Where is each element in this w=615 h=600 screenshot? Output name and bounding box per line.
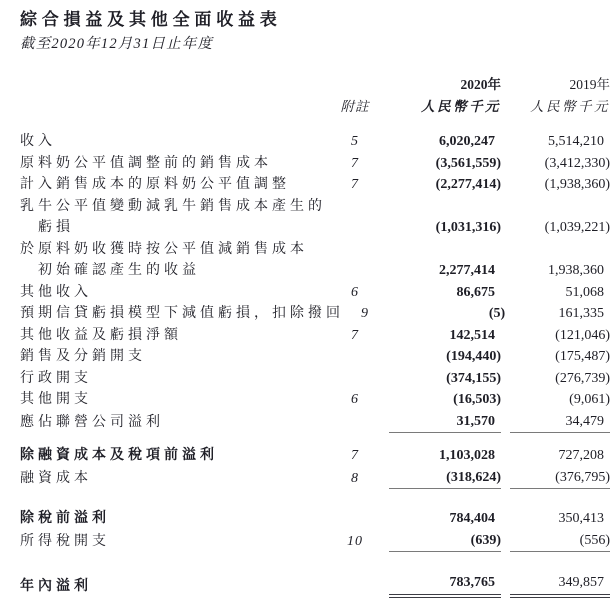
page-title: 綜合損益及其他全面收益表 bbox=[20, 10, 282, 29]
row-label-line: 融資成本 bbox=[20, 470, 92, 486]
row-label bbox=[20, 174, 333, 196]
row-label-line: 初始確認產生的收益 bbox=[38, 263, 200, 278]
table-row bbox=[0, 239, 615, 282]
row-value-2019: 5,514,210 bbox=[548, 134, 604, 149]
row-label bbox=[20, 303, 344, 325]
row-value-2020: 142,514 bbox=[449, 327, 495, 343]
row-value-2020: (2,277,414) bbox=[435, 177, 501, 192]
table-row bbox=[0, 530, 615, 553]
row-value-2020: (374,155) bbox=[446, 370, 501, 386]
row-note: 8 bbox=[351, 470, 359, 486]
unit-header-2020: 人民幣千元 bbox=[421, 99, 501, 114]
row-value-2019: (1,938,360) bbox=[544, 177, 610, 192]
row-label-line: 行政開支 bbox=[20, 370, 92, 386]
table-row bbox=[0, 174, 615, 196]
row-value-2020: (3,561,559) bbox=[435, 155, 501, 171]
row-label bbox=[20, 153, 333, 175]
table-row bbox=[0, 131, 615, 153]
row-note: 7 bbox=[351, 155, 359, 171]
table-rows bbox=[0, 131, 615, 598]
row-label-line: 收入 bbox=[20, 134, 56, 149]
row-note: 7 bbox=[351, 177, 359, 192]
row-label-line: 除稅前溢利 bbox=[20, 511, 110, 526]
row-label-line: 原料奶公平值調整前的銷售成本 bbox=[20, 155, 272, 171]
row-value-2020: (5) bbox=[488, 306, 506, 321]
row-value-2019: (9,061) bbox=[569, 392, 610, 407]
table-row bbox=[0, 467, 615, 490]
row-value-2019: (276,739) bbox=[555, 370, 610, 386]
note-column-header: 附註 bbox=[340, 99, 370, 114]
section-spacer bbox=[0, 433, 615, 445]
row-label-line: 除融資成本及稅項前溢利 bbox=[20, 448, 218, 463]
row-value-2020: 2,277,414 bbox=[439, 263, 495, 278]
row-note: 9 bbox=[361, 306, 370, 321]
table-header-years bbox=[0, 77, 615, 93]
row-value-2019: 349,857 bbox=[510, 572, 610, 598]
row-label bbox=[20, 346, 333, 368]
row-value-2020: 1,103,028 bbox=[439, 448, 495, 463]
row-label bbox=[20, 368, 333, 390]
row-value-2019: (121,046) bbox=[555, 327, 610, 343]
row-label-line: 計入銷售成本的原料奶公平值調整 bbox=[20, 177, 290, 192]
table-row bbox=[0, 572, 615, 598]
header-spacer bbox=[20, 77, 333, 93]
row-value-2019: (376,795) bbox=[510, 467, 610, 490]
row-label bbox=[20, 196, 333, 239]
table-row bbox=[0, 411, 615, 434]
row-value-2019: (1,039,221) bbox=[544, 220, 610, 235]
row-label bbox=[20, 389, 333, 411]
table-row bbox=[0, 325, 615, 347]
row-label-line: 年內溢利 bbox=[20, 579, 92, 594]
row-note: 5 bbox=[351, 134, 359, 149]
row-note: 7 bbox=[351, 327, 359, 343]
row-label-line: 銷售及分銷開支 bbox=[20, 349, 146, 364]
row-value-2020: 86,675 bbox=[456, 284, 495, 300]
row-label bbox=[20, 468, 333, 490]
unit-header-2019: 人民幣千元 bbox=[530, 99, 610, 114]
row-label bbox=[20, 531, 333, 553]
row-value-2020: 784,404 bbox=[449, 511, 495, 526]
header-note-spacer bbox=[333, 77, 377, 93]
row-note: 7 bbox=[351, 448, 359, 463]
row-value-2019: 161,335 bbox=[558, 306, 604, 321]
row-note: 6 bbox=[351, 284, 359, 300]
row-label bbox=[20, 325, 333, 347]
table-row bbox=[0, 153, 615, 175]
table-row bbox=[0, 389, 615, 411]
row-value-2019: 350,413 bbox=[558, 511, 604, 526]
row-value-2019: (175,487) bbox=[555, 349, 610, 364]
row-label-line: 其他收益及虧損淨額 bbox=[20, 327, 182, 343]
col-header-2020: 2020年 bbox=[460, 77, 501, 92]
row-value-2020: (639) bbox=[389, 530, 501, 553]
row-value-2020: (1,031,316) bbox=[435, 220, 501, 235]
row-value-2019: 51,068 bbox=[565, 284, 604, 300]
table-row bbox=[0, 303, 615, 325]
row-label-line: 所得稅開支 bbox=[20, 533, 110, 549]
row-value-2020: (194,440) bbox=[446, 349, 501, 364]
row-value-2020: (16,503) bbox=[453, 392, 501, 407]
page-subtitle: 截至2020年12月31日止年度 bbox=[20, 36, 214, 52]
row-note: 10 bbox=[347, 533, 363, 549]
table-row bbox=[0, 508, 615, 530]
table-row bbox=[0, 445, 615, 467]
table-row bbox=[0, 368, 615, 390]
row-label bbox=[20, 131, 333, 153]
row-label-line: 虧損 bbox=[38, 220, 74, 235]
row-label-line: 應佔聯營公司溢利 bbox=[20, 414, 164, 430]
table-row bbox=[0, 346, 615, 368]
row-value-2020: (318,624) bbox=[389, 467, 501, 490]
row-label bbox=[20, 412, 333, 434]
col-header-2019: 2019年 bbox=[569, 77, 610, 92]
row-note: 6 bbox=[351, 392, 359, 407]
row-label-line: 其他收入 bbox=[20, 284, 92, 300]
row-label bbox=[20, 445, 333, 467]
row-value-2020: 783,765 bbox=[389, 572, 501, 598]
row-value-2019: 1,938,360 bbox=[548, 263, 604, 278]
row-label-line: 於原料奶收獲時按公平值減銷售成本 bbox=[20, 241, 308, 257]
row-label bbox=[20, 508, 333, 530]
row-label bbox=[20, 239, 333, 282]
table-row bbox=[0, 196, 615, 239]
row-value-2019: (3,412,330) bbox=[544, 155, 610, 171]
row-label-line: 其他開支 bbox=[20, 392, 92, 407]
row-value-2019: (556) bbox=[510, 530, 610, 553]
row-label bbox=[20, 576, 333, 598]
row-value-2019: 34,479 bbox=[510, 411, 610, 434]
row-label bbox=[20, 282, 333, 304]
row-label-line: 預期信貸虧損模型下減值虧損，扣除撥回 bbox=[20, 306, 344, 321]
section-spacer bbox=[0, 552, 615, 572]
table-header-units bbox=[0, 99, 615, 115]
row-value-2020: 6,020,247 bbox=[439, 134, 495, 149]
section-spacer bbox=[0, 489, 615, 508]
row-value-2019: 727,208 bbox=[558, 448, 604, 463]
row-label-line: 乳牛公平值變動減乳牛銷售成本產生的 bbox=[20, 198, 326, 214]
table-row bbox=[0, 282, 615, 304]
row-value-2020: 31,570 bbox=[389, 411, 501, 434]
header-spacer bbox=[20, 99, 333, 115]
